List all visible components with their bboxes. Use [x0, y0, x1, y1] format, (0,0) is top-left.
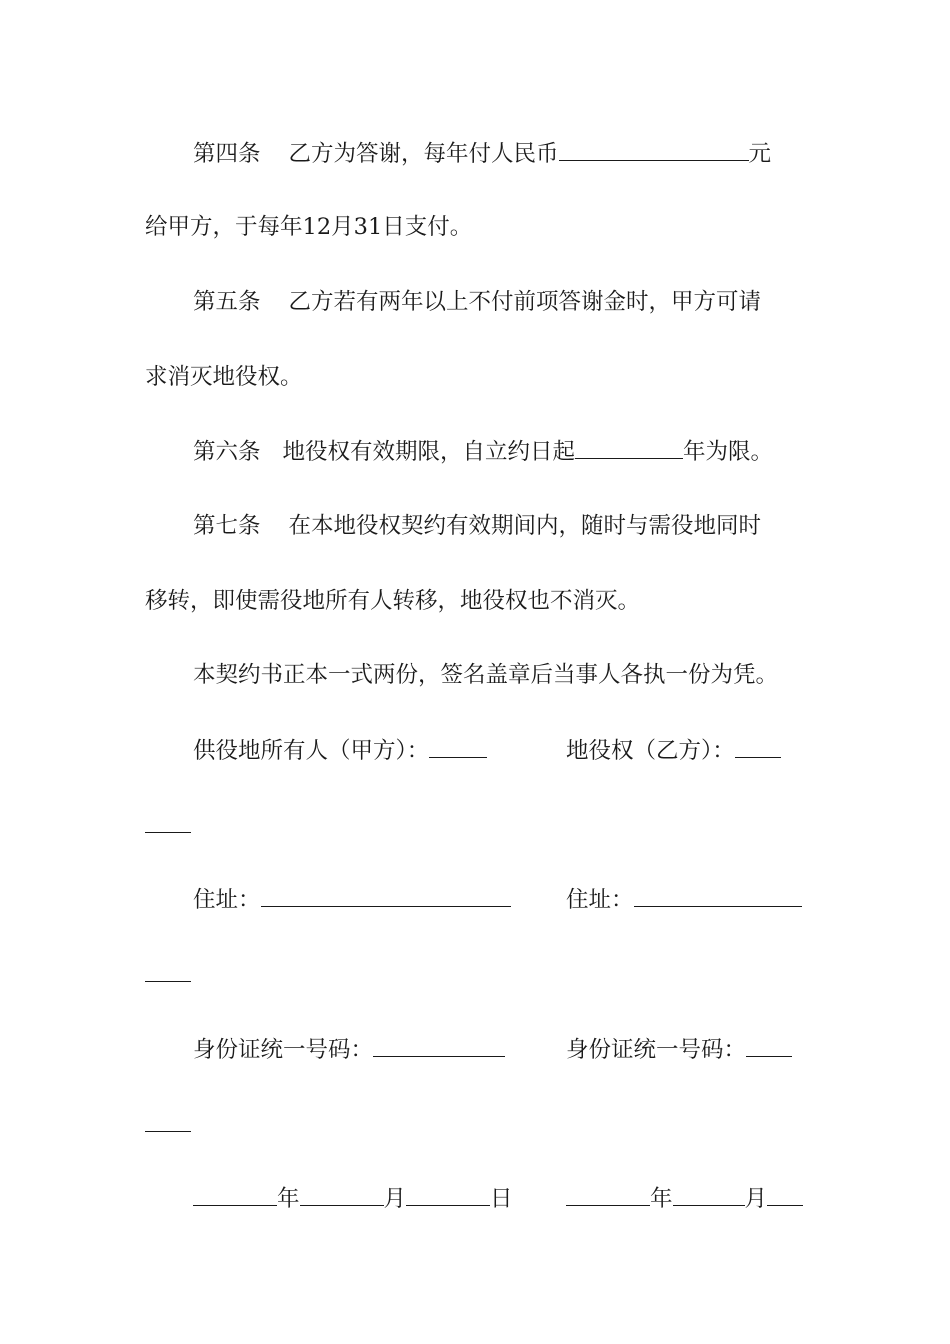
article-6-line-1: [145, 436, 807, 467]
id-b-blank-cont[interactable]: [145, 1109, 191, 1132]
party-b-blank-wrap: [145, 810, 807, 841]
address-a-label: 住址：: [193, 887, 261, 913]
party-b-blank-cont[interactable]: [145, 810, 191, 833]
date-a-day-label: 日: [490, 1186, 513, 1212]
article-7-line-1: [145, 511, 807, 541]
article-6-tail: 年为限。: [683, 439, 774, 465]
address-b-blank-wrap: [145, 959, 807, 990]
party-a-blank[interactable]: [429, 735, 487, 758]
address-a-blank[interactable]: [261, 884, 511, 907]
article-6-label: 第六条: [193, 439, 261, 465]
date-b-field: [566, 1183, 803, 1214]
date-a-year-blank[interactable]: [193, 1183, 277, 1206]
article-4-line-2: 给甲方，于每年12月31日支付。: [145, 214, 473, 240]
address-a-field: [193, 884, 511, 915]
amount-blank: [559, 138, 749, 161]
date-b-year-blank[interactable]: [566, 1183, 650, 1206]
id-b-label: 身份证统一号码：: [566, 1037, 747, 1063]
address-b-blank-cont[interactable]: [145, 959, 191, 982]
article-4-text: 乙方为答谢，每年付人民币: [288, 141, 559, 167]
article-4-unit: 元: [748, 141, 772, 167]
id-b-blank[interactable]: [746, 1034, 792, 1057]
date-a-month-label: 月: [383, 1186, 407, 1212]
date-b-year-label: 年: [650, 1186, 673, 1212]
article-6-text: 地役权有效期限，自立约日起: [282, 439, 576, 465]
article-4-line-1: [145, 138, 807, 169]
party-b-label: 地役权（乙方）：: [566, 738, 735, 764]
id-b-field: [566, 1034, 792, 1065]
article-5-line-1: [145, 287, 807, 317]
date-b-month-blank[interactable]: [673, 1183, 745, 1206]
date-b-month-label: 月: [744, 1186, 768, 1212]
date-a-year-label: 年: [277, 1186, 300, 1212]
address-b-field: [566, 884, 802, 915]
address-b-label: 住址：: [566, 887, 634, 913]
id-b-blank-wrap: [145, 1109, 807, 1140]
party-a-field: [193, 735, 487, 766]
article-4-label: 第四条: [193, 141, 261, 167]
id-a-label: 身份证统一号码：: [193, 1037, 374, 1063]
article-5-text: 乙方若有两年以上不付前项答谢金时，甲方可请: [288, 289, 762, 315]
closing-text: 本契约书正本一式两份，签名盖章后当事人各执一份为凭。: [193, 662, 779, 688]
party-b-field: [566, 735, 781, 766]
date-a-day-blank[interactable]: [406, 1183, 490, 1206]
years-blank: [575, 436, 683, 459]
article-5-line-2: 求消灭地役权。: [145, 364, 303, 390]
address-b-blank[interactable]: [634, 884, 802, 907]
party-b-blank[interactable]: [735, 735, 781, 758]
article-7-label: 第七条: [193, 513, 261, 539]
date-b-day-blank[interactable]: [767, 1183, 803, 1206]
party-a-label: 供役地所有人（甲方）：: [193, 738, 430, 764]
id-a-field: [193, 1034, 505, 1065]
id-a-blank[interactable]: [373, 1034, 505, 1057]
date-a-field: [193, 1183, 513, 1214]
article-7-text: 在本地役权契约有效期间内，随时与需役地同时: [288, 513, 762, 539]
date-a-month-blank[interactable]: [300, 1183, 384, 1206]
article-7-line-2: 移转，即使需役地所有人转移，地役权也不消灭。: [145, 588, 641, 614]
article-5-label: 第五条: [193, 289, 261, 315]
